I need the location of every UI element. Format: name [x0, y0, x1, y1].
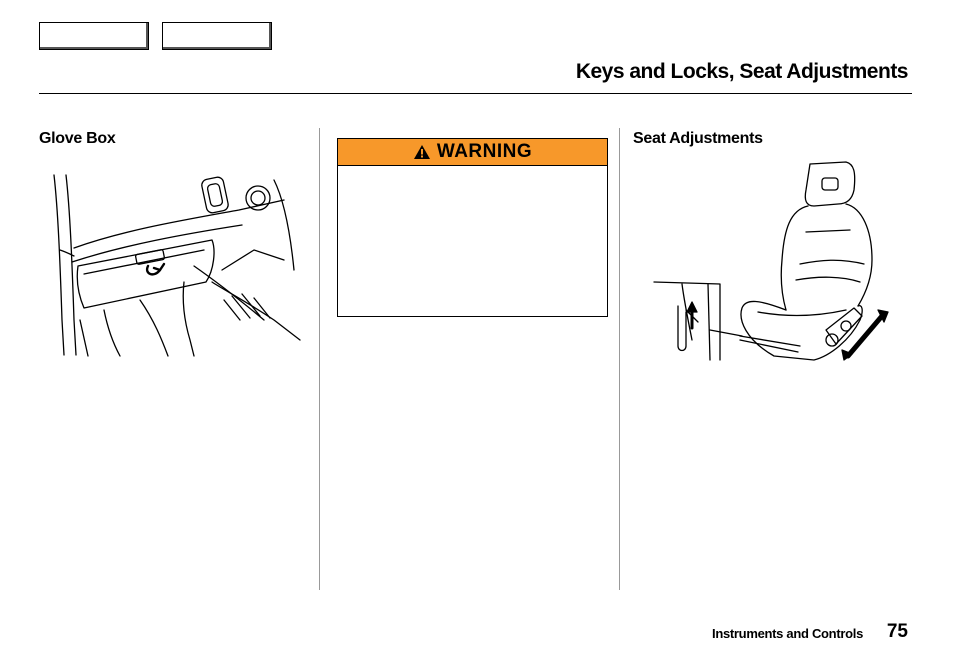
- seat-adjustments-heading: Seat Adjustments: [633, 130, 763, 147]
- glove-box-heading: Glove Box: [39, 130, 116, 147]
- warning-label: WARNING: [436, 141, 533, 162]
- column-divider: [319, 128, 320, 590]
- previous-page-button[interactable]: [39, 22, 149, 50]
- glove-box-illustration: [44, 170, 302, 358]
- page-title: Keys and Locks, Seat Adjustments: [575, 60, 908, 83]
- footer-section-name: Instruments and Controls: [712, 626, 863, 641]
- warning-triangle-icon: [413, 144, 431, 160]
- seat-adjustment-illustration: [650, 160, 892, 362]
- warning-box: [337, 138, 608, 317]
- page-number: 75: [886, 621, 908, 642]
- title-divider: [39, 93, 912, 94]
- warning-header: [338, 139, 607, 166]
- next-page-button[interactable]: [162, 22, 272, 50]
- column-divider: [619, 128, 620, 590]
